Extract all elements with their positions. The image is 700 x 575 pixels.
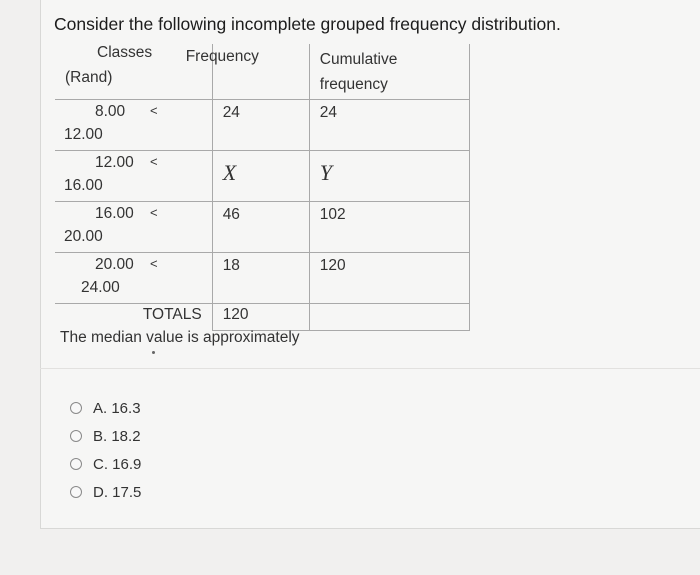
option-label: C. 16.9 [93,455,142,473]
answer-options [70,394,141,506]
class-upper: 20.00 [64,228,103,245]
class-lower: 16.00 [95,205,134,222]
class-lower: 20.00 [95,256,134,273]
header-frequency [185,44,309,100]
divider [40,368,700,369]
table-row [55,100,470,151]
class-upper: 24.00 [81,279,120,296]
option-label: D. 17.5 [93,483,142,501]
question-text: Consider the following incomplete grouped frequency distribution. [54,14,561,34]
less-than-sign: < [150,154,158,169]
cumulative-cell: 24 [319,104,338,121]
totals-row [55,304,470,331]
frequency-cell: 18 [222,257,240,274]
median-prompt: The median value is approximately [60,329,300,346]
header-frequency-label: Frequency [185,48,259,65]
header-cumulative-line1: Cumulative [319,51,398,68]
radio-button-icon[interactable] [70,486,82,498]
cumulative-cell: 102 [319,206,346,223]
cumulative-cell-y: Y [319,160,333,185]
option-b[interactable] [70,422,141,450]
totals-value: 120 [222,306,249,323]
class-lower: 8.00 [95,103,126,120]
totals-label: TOTALS [142,306,202,323]
cursor-dot [152,351,155,354]
frequency-cell: 46 [222,206,240,223]
header-classes-line2: (Rand) [65,69,113,86]
class-upper: 12.00 [64,126,103,143]
option-a[interactable] [70,394,141,422]
radio-button-icon[interactable] [70,458,82,470]
less-than-sign: < [150,256,158,271]
frequency-table [55,44,470,331]
cumulative-cell: 120 [319,257,346,274]
frequency-cell: 24 [222,104,240,121]
option-d[interactable] [70,478,141,506]
less-than-sign: < [150,103,158,118]
header-classes-line1: Classes [97,44,153,61]
class-upper: 16.00 [64,177,103,194]
table-row [55,202,470,253]
option-label: A. 16.3 [93,399,141,417]
option-label: B. 18.2 [93,427,141,445]
table-row [55,253,470,304]
frequency-cell-x: X [222,160,237,185]
table-row [55,151,470,202]
table-header-row [55,44,470,100]
less-than-sign: < [150,205,158,220]
radio-button-icon[interactable] [70,430,82,442]
header-cumulative-line2: frequency [319,76,388,93]
radio-button-icon[interactable] [70,402,82,414]
class-lower: 12.00 [95,154,134,171]
header-cumulative [309,44,469,100]
option-c[interactable] [70,450,141,478]
